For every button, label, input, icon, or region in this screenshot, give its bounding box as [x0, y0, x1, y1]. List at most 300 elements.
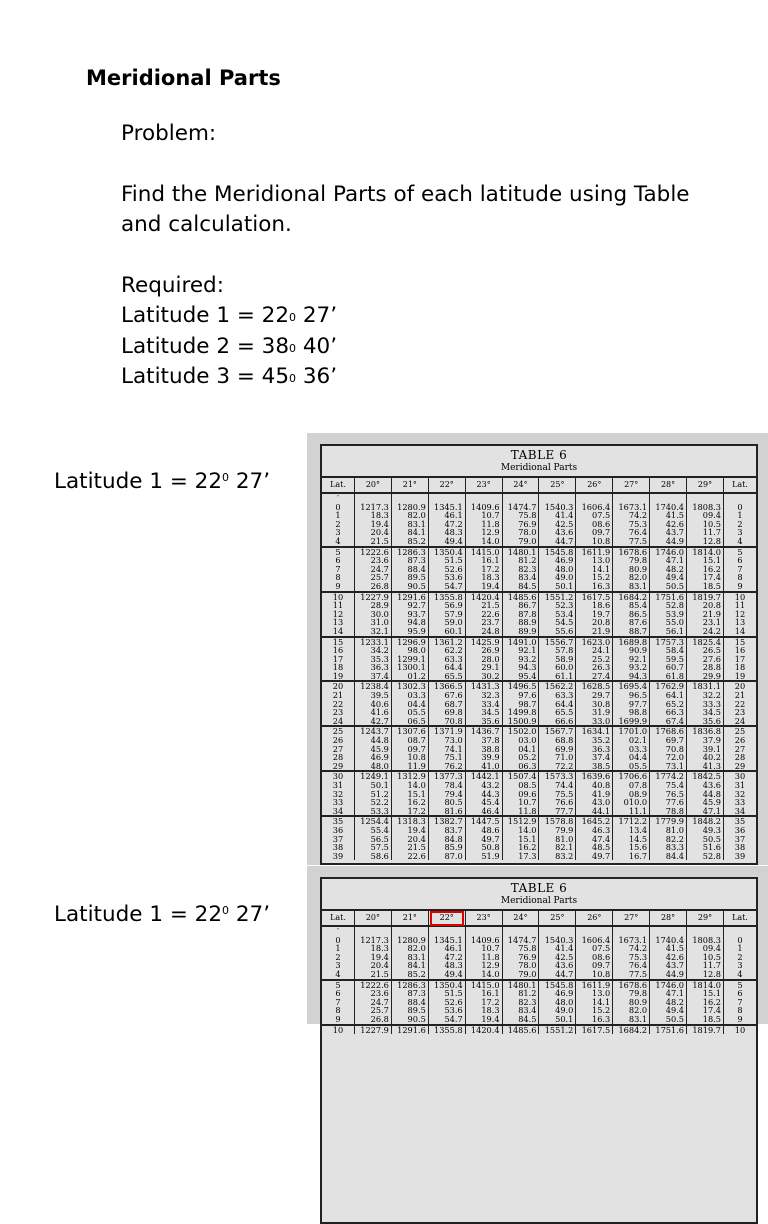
- table-cell: 48.0: [539, 565, 576, 574]
- column-header: Lat.: [322, 478, 355, 493]
- table-cell: 90.5: [391, 1015, 428, 1025]
- table-frame: [320, 444, 758, 865]
- table-cell: 1757.3: [650, 637, 687, 647]
- table-cell: 46.3: [576, 826, 613, 835]
- row-latitude-minutes: 10: [724, 1025, 757, 1035]
- table-title: TABLE 6: [510, 448, 568, 462]
- row-latitude-minutes: 26: [724, 736, 757, 745]
- table-cell: 18.3: [465, 1006, 502, 1015]
- table-cell: 48.2: [650, 565, 687, 574]
- table-cell: 63.3: [539, 691, 576, 700]
- column-header: Lat.: [724, 478, 757, 493]
- table-cell: 57.5: [355, 843, 392, 852]
- table-cell: 1611.9: [576, 547, 613, 557]
- row-latitude-minutes: 24: [332, 715, 344, 726]
- table-cell: 55.4: [355, 826, 392, 835]
- table-cell: 41.6: [355, 708, 392, 717]
- table-cell: 19.4: [355, 520, 392, 529]
- table-cell: 05.5: [613, 762, 650, 772]
- table-cell: 15.2: [576, 1006, 613, 1015]
- table-cell: 1673.1: [613, 503, 650, 512]
- row-latitude-minutes: 9: [335, 1013, 341, 1024]
- table-cell: 46.1: [428, 511, 465, 520]
- table-cell: 81.0: [539, 835, 576, 844]
- table-cell: 33.4: [465, 700, 502, 709]
- meridional-parts-table-image: [307, 433, 768, 865]
- table-cell: 43.6: [539, 528, 576, 537]
- table-cell: 75.3: [613, 953, 650, 962]
- table-cell: 46.9: [539, 989, 576, 998]
- table-column-headers-highlighted: [322, 911, 756, 926]
- table-cell: 47.2: [428, 520, 465, 529]
- row-latitude-minutes: 17: [332, 653, 344, 664]
- required-latitude-1: Latitude $1 = 22^0$ 27’: [121, 303, 338, 328]
- table-cell: 22.6: [465, 610, 502, 619]
- table-cell: 1746.0: [650, 980, 687, 990]
- table-cell: 49.4: [650, 1006, 687, 1015]
- table-cell: 11.8: [465, 520, 502, 529]
- table-cell: 1299.1: [391, 655, 428, 664]
- table-cell: 1617.5: [576, 592, 613, 602]
- table-cell: 65.2: [650, 700, 687, 709]
- table-cell: 10.7: [502, 798, 539, 807]
- column-header: 24°: [502, 478, 539, 493]
- table-cell: 60.1: [428, 627, 465, 637]
- table-cell: 14.1: [576, 998, 613, 1007]
- row-latitude-minutes: 18: [332, 662, 344, 673]
- table-cell: 19.7: [576, 610, 613, 619]
- table-cell: 76.6: [539, 798, 576, 807]
- table-cell: 84.1: [391, 528, 428, 537]
- row-latitude-minutes: 36: [724, 826, 757, 835]
- table-cell: 16.2: [687, 998, 724, 1007]
- table-cell: 35.2: [576, 736, 613, 745]
- table-cell: 1751.6: [650, 592, 687, 602]
- table-cell: 11.7: [687, 528, 724, 537]
- table-cell: 50.1: [355, 781, 392, 790]
- table-cell: 41.9: [576, 790, 613, 799]
- table-cell: 40.8: [576, 781, 613, 790]
- column-header: 27°: [613, 478, 650, 493]
- table-cell: 10.8: [576, 970, 613, 980]
- table-cell: 35.6: [465, 717, 502, 727]
- table-cell: 1491.0: [502, 637, 539, 647]
- row-latitude-minutes: 0: [335, 501, 341, 512]
- table-cell: 1645.2: [576, 816, 613, 826]
- table-cell: 13.4: [613, 826, 650, 835]
- table-cell: 81.0: [650, 826, 687, 835]
- row-latitude-minutes: 14: [332, 625, 344, 636]
- table-cell: 75.3: [613, 520, 650, 529]
- table-cell: 17.2: [465, 565, 502, 574]
- table-cell: 1825.4: [687, 637, 724, 647]
- table-cell: 32.2: [687, 691, 724, 700]
- table-cell: 11.8: [465, 953, 502, 962]
- table-cell: 94.3: [613, 672, 650, 682]
- table-row: [322, 970, 756, 980]
- table-cell: 36.3: [576, 745, 613, 754]
- table-cell: 1512.9: [502, 816, 539, 826]
- table-cell: 82.0: [391, 511, 428, 520]
- table-cell: 77.6: [650, 798, 687, 807]
- table-cell: 47.1: [650, 556, 687, 565]
- row-latitude-minutes: 16: [332, 645, 344, 656]
- table-header-highlighted: [322, 879, 756, 911]
- table-cell: 1606.4: [576, 503, 613, 512]
- table-cell: 23.6: [355, 989, 392, 998]
- table-cell: 21.5: [391, 843, 428, 852]
- table-row: [322, 672, 756, 682]
- table-cell: 11.7: [687, 961, 724, 970]
- problem-label: Problem:: [121, 121, 217, 146]
- row-latitude-minutes: 4: [724, 537, 757, 547]
- table-cell: 81.6: [428, 807, 465, 817]
- row-latitude-minutes: 11: [332, 600, 344, 611]
- table-cell: 1318.3: [391, 816, 428, 826]
- table-cell: 86.7: [502, 601, 539, 610]
- table-cell: 41.4: [539, 944, 576, 953]
- row-latitude-minutes: 12: [332, 608, 344, 619]
- table-cell: 32.3: [465, 691, 502, 700]
- table-cell: 1254.4: [355, 816, 392, 826]
- table-cell: 05.5: [391, 708, 428, 717]
- table-cell: 90.9: [613, 646, 650, 655]
- table-cell: 1415.0: [465, 980, 502, 990]
- table-cell: 1819.7: [687, 592, 724, 602]
- row-latitude-minutes: 27: [332, 743, 344, 754]
- table-cell: 1814.0: [687, 547, 724, 557]
- table-cell: 48.0: [539, 998, 576, 1007]
- row-latitude-minutes: 0: [724, 936, 757, 945]
- table-cell: 44.8: [355, 736, 392, 745]
- table-cell: 1611.9: [576, 980, 613, 990]
- table-cell: 67.4: [650, 717, 687, 727]
- table-cell: 48.0: [355, 762, 392, 772]
- table-cell: 84.1: [391, 961, 428, 970]
- table-cell: 32.1: [355, 627, 392, 637]
- table-cell: 48.6: [465, 826, 502, 835]
- column-header: 22°: [428, 478, 465, 493]
- row-latitude-minutes: 16: [724, 646, 757, 655]
- row-latitude-minutes: 38: [724, 843, 757, 852]
- table-cell: 10.7: [465, 511, 502, 520]
- table-cell: 18.6: [576, 601, 613, 610]
- table-cell: 38.5: [576, 762, 613, 772]
- table-cell: 1567.7: [539, 726, 576, 736]
- table-cell: 83.3: [650, 843, 687, 852]
- row-latitude-minutes: 26: [332, 735, 344, 746]
- table-cell: 54.7: [428, 582, 465, 592]
- table-cell: 03.0: [502, 736, 539, 745]
- row-latitude-minutes: 24: [724, 717, 757, 727]
- row-latitude-minutes: 20: [724, 681, 757, 691]
- table-cell: 37.4: [576, 753, 613, 762]
- table-cell: 1746.0: [650, 547, 687, 557]
- table-cell: 26.3: [576, 663, 613, 672]
- row-latitude-minutes: 7: [724, 565, 757, 574]
- table-cell: 1606.4: [576, 936, 613, 945]
- table-cell: 20.4: [355, 528, 392, 537]
- table-cell: 1312.9: [391, 771, 428, 781]
- row-latitude-minutes: 25: [322, 726, 355, 736]
- table-cell: 44.3: [465, 790, 502, 799]
- table-cell: 02.1: [613, 736, 650, 745]
- table-cell: 24.2: [687, 627, 724, 637]
- table-column-headers: [322, 478, 756, 493]
- table-cell: 48.3: [428, 528, 465, 537]
- table-cell: 73.0: [428, 736, 465, 745]
- table-cell: 76.9: [502, 953, 539, 962]
- table-cell: 70.8: [428, 717, 465, 727]
- table-cell: 50.1: [539, 582, 576, 592]
- table-cell: 1779.9: [650, 816, 687, 826]
- table-row: [322, 1015, 756, 1025]
- table-cell: 72.0: [650, 753, 687, 762]
- table-cell: 51.6: [687, 843, 724, 852]
- table-cell: 30.0: [355, 610, 392, 619]
- table-cell: 1409.6: [465, 503, 502, 512]
- table-cell: 49.0: [539, 1006, 576, 1015]
- table-cell: 37.4: [355, 672, 392, 682]
- table-cell: 13.0: [576, 556, 613, 565]
- table-cell: 08.6: [576, 520, 613, 529]
- table-cell: 89.5: [391, 1006, 428, 1015]
- table-cell: 78.0: [502, 961, 539, 970]
- table-cell: 77.7: [539, 807, 576, 817]
- table-cell: 53.3: [355, 807, 392, 817]
- column-header: Lat.: [322, 911, 355, 926]
- table-cell: 50.1: [539, 1015, 576, 1025]
- table-cell: 26.9: [465, 646, 502, 655]
- table-cell: 72.2: [539, 762, 576, 772]
- required-latitude-3: Latitude $3 = 45^0$ 36’: [121, 364, 338, 389]
- table-cell: 07.5: [576, 944, 613, 953]
- table-cell: 26.5: [687, 646, 724, 655]
- table-cell: 24.7: [355, 998, 392, 1007]
- table-cell: 85.2: [391, 970, 428, 980]
- meridional-parts-table-image-highlighted: [307, 866, 768, 1035]
- table-cell: 89.5: [391, 573, 428, 582]
- table-cell: 25.2: [576, 655, 613, 664]
- table-row: [322, 1025, 756, 1035]
- table-cell: 78.0: [502, 528, 539, 537]
- table-cell: 1382.7: [428, 816, 465, 826]
- table-cell: 19.4: [355, 953, 392, 962]
- table-cell: 05.2: [502, 753, 539, 762]
- table-cell: 58.4: [650, 646, 687, 655]
- table-cell: 92.1: [502, 646, 539, 655]
- table-cell: 1485.6: [502, 1025, 539, 1035]
- table-cell: 15.1: [687, 989, 724, 998]
- table-cell: 1243.7: [355, 726, 392, 736]
- table-cell: 1280.9: [391, 936, 428, 945]
- table-cell: 1562.2: [539, 681, 576, 691]
- table-cell: 44.1: [576, 807, 613, 817]
- table-row: [322, 762, 756, 772]
- table-cell: 80.5: [428, 798, 465, 807]
- table-cell: 20.4: [355, 961, 392, 970]
- table-cell: 41.3: [687, 762, 724, 772]
- table-cell: 82.3: [502, 998, 539, 1007]
- table-cell: 1222.6: [355, 547, 392, 557]
- table-cell: 42.5: [539, 953, 576, 962]
- column-header: 24°: [502, 911, 539, 926]
- table-cell: 93.2: [613, 663, 650, 672]
- table-cell: 1355.8: [428, 1025, 465, 1035]
- table-cell: 42.7: [355, 717, 392, 727]
- table-cell: 1474.7: [502, 503, 539, 512]
- table-cell: 64.1: [650, 691, 687, 700]
- row-latitude-minutes: 7: [335, 563, 341, 574]
- table-cell: 1499.8: [502, 708, 539, 717]
- row-latitude-minutes: 30: [724, 771, 757, 781]
- table-cell: 37.9: [687, 736, 724, 745]
- table-cell: 82.0: [613, 573, 650, 582]
- table-cell: 44.8: [687, 790, 724, 799]
- table-cell: 62.2: [428, 646, 465, 655]
- table-body-highlighted: [322, 926, 756, 1034]
- table-cell: 29.1: [465, 663, 502, 672]
- table-cell: 16.1: [465, 556, 502, 565]
- table-cell: 82.2: [650, 835, 687, 844]
- table-cell: 12.9: [465, 528, 502, 537]
- table-cell: 35.3: [355, 655, 392, 664]
- table-cell: 31.9: [576, 708, 613, 717]
- table-cell: 83.2: [539, 852, 576, 861]
- table-cell: 45.9: [355, 745, 392, 754]
- table-cell: 58.6: [355, 852, 392, 861]
- table-cell: 33.0: [576, 717, 613, 727]
- table-cell: 56.1: [650, 627, 687, 637]
- table-cell: 87.8: [502, 610, 539, 619]
- table-cell: 73.1: [650, 762, 687, 772]
- row-latitude-minutes: 21: [724, 691, 757, 700]
- table-cell: 16.2: [391, 798, 428, 807]
- table-cell: 49.7: [576, 852, 613, 861]
- table-cell: 46.9: [355, 753, 392, 762]
- row-latitude-minutes: 34: [724, 807, 757, 817]
- table-cell: 74.2: [613, 944, 650, 953]
- row-latitude-minutes: 1: [335, 510, 341, 521]
- table-cell: 11.8: [502, 807, 539, 817]
- table-cell: 09.6: [502, 790, 539, 799]
- table-cell: 47.1: [687, 807, 724, 817]
- table-cell: 17.2: [391, 807, 428, 817]
- table-cell: 95.9: [391, 627, 428, 637]
- table-cell: 1678.6: [613, 980, 650, 990]
- row-latitude-minutes: 32: [332, 788, 344, 799]
- table-cell: 1233.1: [355, 637, 392, 647]
- table-cell: 79.0: [502, 537, 539, 547]
- row-latitude-minutes: 32: [724, 790, 757, 799]
- table-cell: 65.5: [539, 708, 576, 717]
- table-cell: 83.4: [502, 1006, 539, 1015]
- row-latitude-minutes: 0: [335, 934, 341, 945]
- table-cell: 10.5: [687, 520, 724, 529]
- table-cell: 20.4: [391, 835, 428, 844]
- row-latitude-minutes: 10: [724, 592, 757, 602]
- table-cell: 83.1: [613, 582, 650, 592]
- table-cell: 04.4: [613, 753, 650, 762]
- row-latitude-minutes: 37: [724, 835, 757, 844]
- table-cell: 1819.7: [687, 1025, 724, 1035]
- table-cell: 48.5: [576, 843, 613, 852]
- table-cell: 84.4: [650, 852, 687, 861]
- row-latitude-minutes: 8: [335, 572, 341, 583]
- table-cell: 52.6: [428, 565, 465, 574]
- table-cell: 60.7: [650, 663, 687, 672]
- table-cell: 42.5: [539, 520, 576, 529]
- table-cell: 80.9: [613, 565, 650, 574]
- table-cell: 76.9: [502, 520, 539, 529]
- table-cell: 48.3: [428, 961, 465, 970]
- table-cell: 58.9: [539, 655, 576, 664]
- table-cell: 21.9: [687, 610, 724, 619]
- table-cell: 1706.6: [613, 771, 650, 781]
- table-cell: 55.0: [650, 618, 687, 627]
- table-cell: 82.3: [502, 565, 539, 574]
- row-latitude-minutes: 29: [332, 760, 344, 771]
- table-cell: 88.7: [613, 627, 650, 637]
- column-header: Lat.: [724, 911, 757, 926]
- table-cell: 39.9: [465, 753, 502, 762]
- table-cell: 75.8: [502, 944, 539, 953]
- table-cell: 53.6: [428, 573, 465, 582]
- table-cell: 77.5: [613, 537, 650, 547]
- table-cell: 34.2: [355, 646, 392, 655]
- table-cell: 70.8: [650, 745, 687, 754]
- table-cell: 94.3: [502, 663, 539, 672]
- table-cell: 78.8: [650, 807, 687, 817]
- table-cell: 1639.6: [576, 771, 613, 781]
- table-cell: 1420.4: [465, 1025, 502, 1035]
- table-cell: 33.3: [687, 700, 724, 709]
- table-cell: 04.4: [391, 700, 428, 709]
- row-latitude-minutes: 35: [724, 816, 757, 826]
- table-cell: 1628.5: [576, 681, 613, 691]
- table-cell: 52.8: [687, 852, 724, 861]
- table-cell: 50.8: [465, 843, 502, 852]
- table-cell: 1302.3: [391, 681, 428, 691]
- table-cell: 31.0: [355, 618, 392, 627]
- table-cell: 04.1: [502, 745, 539, 754]
- column-header: 28°: [650, 478, 687, 493]
- table-cell: 83.4: [502, 573, 539, 582]
- table-cell: 08.5: [502, 781, 539, 790]
- table-cell: 14.0: [465, 970, 502, 980]
- table-cell: 87.3: [391, 989, 428, 998]
- table-row: [322, 582, 756, 592]
- table-cell: 38.8: [465, 745, 502, 754]
- row-latitude-minutes: 22: [332, 698, 344, 709]
- table-cell: 75.8: [502, 511, 539, 520]
- table-cell: 49.4: [428, 970, 465, 980]
- table-cell: 19.4: [465, 1015, 502, 1025]
- table-cell: 07.5: [576, 511, 613, 520]
- table-cell: 27.6: [687, 655, 724, 664]
- row-latitude-minutes: 29: [724, 762, 757, 772]
- row-latitude-minutes: 10: [322, 1025, 355, 1035]
- table-cell: 75.4: [650, 781, 687, 790]
- table-cell: 66.6: [539, 717, 576, 727]
- table-cell: 56.5: [355, 835, 392, 844]
- table-cell: 55.6: [539, 627, 576, 637]
- table-cell: 1496.5: [502, 681, 539, 691]
- problem-text-line-2: and calculation.: [121, 212, 292, 237]
- table-cell: 41.5: [650, 944, 687, 953]
- table-row: [322, 807, 756, 817]
- table-cell: 1431.3: [465, 681, 502, 691]
